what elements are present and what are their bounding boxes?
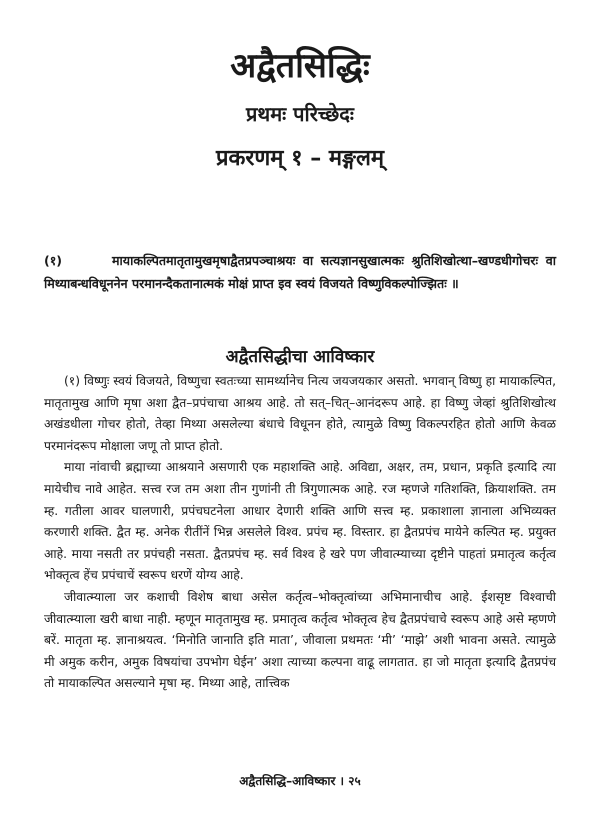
paragraph: (१) विष्णुः स्वयं विजयते, विष्णुचा स्वतःच्या सामर्थ्यानेच नित्य जयजयकार असतो. भगवान् विष्णु हा मायाकल्पित, मातृतामुख आणि मृषा अशा द्वैत–प्रपंचाचा आश्रय आहे. तो सत्–चित्–आनंदरूप आहे. हा विष्णु जेव्हां श्रुतिशिखोत्थ अखंडधीला गोचर होतो, तेव्हा मिथ्या असलेल्या बंधाचे विधूनन होते, त्यामुळे विष्णु विकल्परहित होतो आणि केवळ परमानंदरूप मोक्षाला जणू तो प्राप्त होतो. [44,374,556,453]
section-heading: अद्वैतसिद्धीचा आविष्कार [225,347,375,367]
paragraph: माया नांवाची ब्रह्माच्या आश्रयाने असणारी एक महाशक्ति आहे. अविद्या, अक्षर, तम, प्रधान, प्रकृति इत्यादि त्या मायेचीच नावे आहेत. सत्त्व रज तम अशा तीन गुणांनी ती त्रिगुणात्मक आहे. रज म्हणजे गतिशक्ति, क्रियाशक्ति. तम म्ह. गतीला आवर घालणारी, प्रपंचघटनेला आधार देणारी शक्ति आणि सत्त्व म्ह. प्रकाशाला ज्ञानाला अभिव्यक्त करणारी शक्ति. द्वैत म्ह. अनेक रीतींनें भिन्न असलेले विश्व. प्रपंच म्ह. विस्तार. हा द्वैतप्रपंच मायेने कल्पित म्ह. प्रयुक्त आहे. माया नसती तर प्रपंचही नसता. द्वैतप्रपंच म्ह. सर्व विश्व हे खरे पण जीवात्म्याच्या दृष्टीने पाहतां प्रमातृत्व कर्तृत्व भोक्तृत्व हेंच प्रपंचाचें स्वरूप धरणें योग्य आहे. [44,460,556,583]
verse-number: (१) [44,253,63,268]
sanskrit-verse [44,250,556,295]
commentary-body [44,371,556,695]
section-title: प्रकरणम् १ – मङ्गलम् [215,146,385,171]
chapter-subtitle: प्रथमः परिच्छेदः [246,102,354,126]
paragraph: जीवात्म्याला जर कशाची विशेष बाधा असेल कर्तृत्व–भोक्तृत्वांच्या अभिमानाचीच आहे. ईशसृष्ट विश्वाची जीवात्म्याला खरी बाधा नाही. म्हणून मातृतामुख म्ह. प्रमातृत्व कर्तृत्व भोक्तृत्व हेच द्वैतप्रपंचाचे स्वरूप आहे असे म्हणणे बरें. मातृता म्ह. ज्ञानाश्रयत्व. ‘मिनोति जानाति इति माता’, जीवाला प्रथमतः ‘मी’ ‘माझे’ अशी भावना असते. त्यामुळे मी अमुक करीन, अमुक विषयांचा उपभोग घेईन’ अशा त्याच्या कल्पना वाढू लागतात. हा जो मातृता इत्यादि द्वैतप्रपंच तो मायाकल्पित असल्याने मृषा म्ह. मिथ्या आहे, तात्त्विक [44,589,556,691]
page-footer: अद्वैतसिद्धि–आविष्कार । २५ [239,774,361,788]
page-title: अद्वैतसिद्धिः [230,46,370,86]
verse-text: मायाकल्पितमातृतामुखमृषाद्वैतप्रपञ्चाश्रयः वा सत्यज्ञानसुखात्मकः श्रुतिशिखोत्था–खण्डधीगोचरः वा मिथ्याबन्धविधूननेन परमानन्दैकतानात्मकं मोक्षं प्राप्त इव स्वयं विजयते विष्णुविकल्पोज्झितः ॥ [44,253,556,291]
